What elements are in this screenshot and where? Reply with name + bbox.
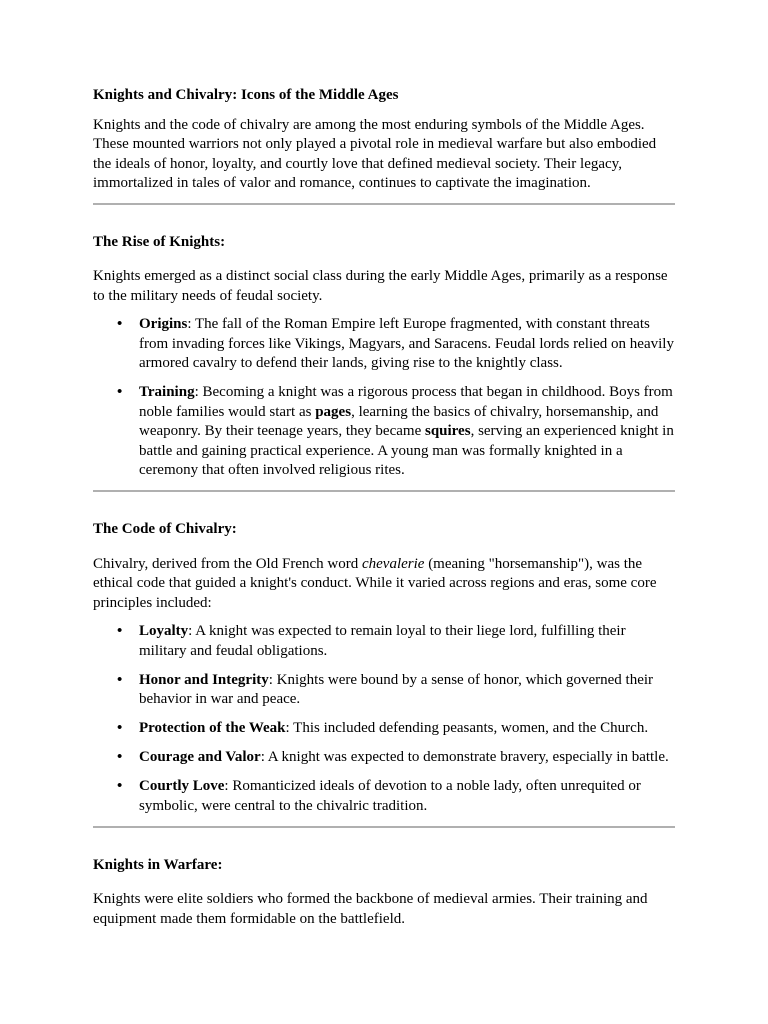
lead-text: (meaning "horsemanship"), was the ethical code that guided a knight's conduct. While it varied across regions and eras, some core principles included: (93, 555, 657, 611)
list-item-text: : Romanticized ideals of devotion to a noble lady, often unrequited or symbolic, were central to the chivalric tradition. (139, 778, 641, 814)
section-lead-paragraph: Knights emerged as a distinct social class during the early Middle Ages, primarily as a response to the military needs of feudal society. (93, 268, 668, 304)
intro-paragraph: Knights and the code of chivalry are among the most enduring symbols of the Middle Ages. These mounted warriors not only played a pivotal role in medieval warfare but also embodied the ideals of honor, loyalty, and courtly love that defined medieval society. Their legacy, immortalized in tales of valor and romance, continues to captivate the imagination. (93, 116, 657, 191)
list-item-text: : This included defending peasants, women, and the Church. (285, 720, 649, 736)
list-item-text: : A knight was expected to demonstrate bravery, especially in battle. (260, 749, 669, 765)
section-heading: Knights in Warfare: (93, 856, 223, 873)
section-rise-of-knights (93, 205, 675, 481)
document-title: Knights and Chivalry: Icons of the Middle Ages (93, 87, 399, 103)
list-item-term: Training (139, 384, 195, 400)
section-heading: The Rise of Knights: (93, 233, 226, 250)
bullet-icon: • (117, 720, 123, 736)
lead-italic-term: chevalerie (361, 555, 425, 572)
emphasis-pages: pages (315, 403, 352, 420)
list-item (117, 719, 675, 739)
lead-text: Chivalry, derived from the Old French word (93, 555, 362, 572)
list-item-term: Protection of the Weak (139, 720, 286, 736)
bullet-icon: • (117, 671, 123, 688)
section-lead-paragraph (93, 555, 675, 614)
bullet-list (93, 622, 675, 816)
list-item-term: Loyalty (139, 623, 189, 639)
section-knights-in-warfare (93, 828, 675, 930)
list-item-text: , serving an experienced knight in battle and gaining practical experience. A young man was formally knighted in a ceremony that often involved religious rites. (139, 423, 674, 478)
bullet-icon: • (117, 316, 123, 332)
list-item (117, 671, 675, 710)
list-item (117, 383, 675, 481)
section-code-of-chivalry (93, 492, 675, 816)
bullet-icon: • (117, 384, 123, 400)
list-item-term: Origins (139, 316, 188, 332)
list-item (117, 315, 675, 374)
list-item (117, 622, 675, 661)
list-item (117, 748, 675, 768)
list-item-text: : Knights were bound by a sense of honor, which governed their behavior in war and peace. (139, 671, 654, 707)
section-heading: The Code of Chivalry: (93, 521, 237, 537)
list-item-term: Courtly Love (139, 778, 225, 794)
bullet-icon: • (117, 749, 123, 765)
emphasis-squires: squires (424, 423, 471, 439)
bullet-list (93, 315, 675, 481)
bullet-icon: • (117, 623, 123, 639)
list-item (117, 777, 675, 816)
list-item-text: : The fall of the Roman Empire left Europe fragmented, with constant threats from invading forces like Vikings, Magyars, and Saracens. Feudal lords relied on heavily armored cavalry to defend their lands, giving rise to the knightly class. (139, 316, 674, 371)
list-item-term: Honor and Integrity (139, 671, 269, 688)
section-lead-paragraph: Knights were elite soldiers who formed the backbone of medieval armies. Their training and equipment made them formidable on the battlefield. (93, 891, 648, 927)
list-item-text: , learning the basics of chivalry, horsemanship, and weaponry. By their teenage years, they became (139, 403, 659, 439)
bullet-icon: • (117, 778, 123, 794)
list-item-text: : A knight was expected to remain loyal to their liege lord, fulfilling their military and feudal obligations. (139, 623, 626, 659)
list-item-term: Courage and Valor (139, 749, 261, 765)
list-item-text: : Becoming a knight was a rigorous process that began in childhood. Boys from noble families would start as (139, 384, 673, 420)
